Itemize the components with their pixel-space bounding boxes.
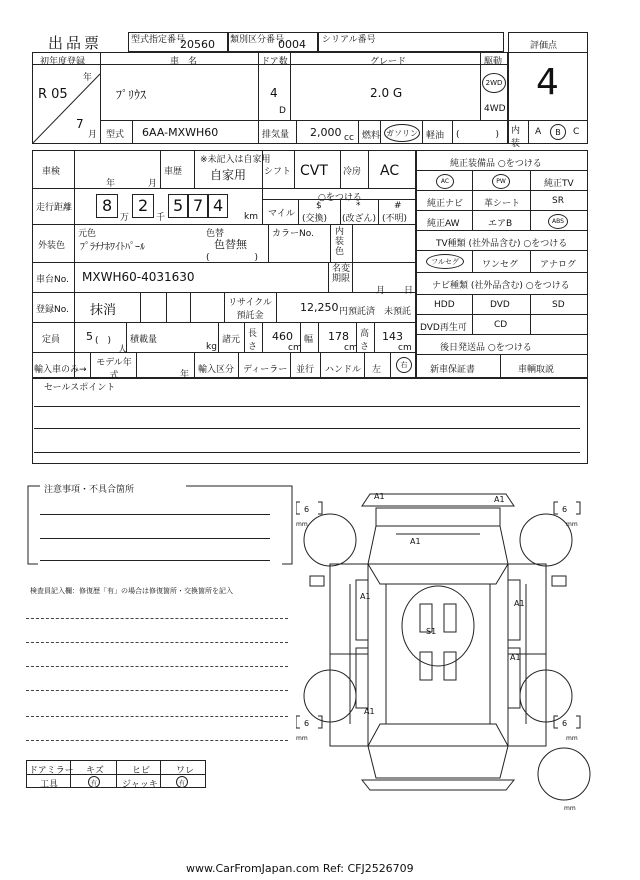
- damage-mark-front-bumper: A1: [374, 492, 385, 501]
- sheet-title: 出品票: [48, 34, 103, 52]
- first-reg-label: 初年度登録: [40, 57, 86, 67]
- navi-dvd-playback: DVD再生可: [420, 323, 467, 333]
- recycle-unit: 円預託済: [339, 307, 376, 317]
- capacity-label: 定員: [42, 335, 61, 345]
- fuel-label: 燃料: [362, 131, 381, 141]
- handle-right-circled: 右: [396, 357, 412, 373]
- footer-watermark: www.CarFromJapan.com Ref: CFJ2526709: [186, 862, 414, 875]
- sen-unit: 千: [156, 213, 166, 223]
- damage-mark-front-right: A1: [494, 495, 505, 504]
- equip-leather: 革シート: [484, 199, 521, 209]
- doors-label: ドア数: [261, 57, 288, 67]
- shift-label: シフト: [264, 167, 292, 177]
- damage-mark-right-front-door: A1: [514, 599, 525, 608]
- model-designation-value: 20560: [180, 38, 215, 51]
- circle-note: ○をつける: [318, 193, 362, 203]
- mileage-digit-3: 5: [173, 196, 184, 215]
- drive-2wd-circled: 2WD: [482, 73, 506, 93]
- tampered-label: (改ざん): [342, 214, 377, 224]
- mileage-digit-5: 4: [213, 196, 224, 215]
- dollar-mark: $: [316, 201, 322, 211]
- model-year-label: モデル年式: [96, 358, 132, 381]
- history-label: 車歴: [164, 167, 183, 177]
- load-label: 積載量: [130, 335, 158, 345]
- equipment-title: 純正装備品 ○をつける: [450, 159, 542, 169]
- tire-gauge-fl: 6: [304, 505, 310, 514]
- doors-value: 4: [270, 86, 278, 100]
- import-type-label: 輸入区分: [198, 365, 235, 375]
- tire-gauge-rr: 6: [562, 719, 568, 728]
- mile-label: マイル: [268, 209, 295, 219]
- month-unit: 月: [88, 130, 98, 140]
- tools-header-mirror: ドアミラー: [29, 766, 74, 776]
- jack-circled: 有: [176, 776, 188, 788]
- height-value: 143: [382, 330, 403, 343]
- original-color-value: ﾌﾟﾗﾁﾅﾎﾜｲﾄﾊﾟｰﾙ: [80, 242, 145, 253]
- name-change-label: 名変期限: [332, 264, 351, 284]
- shaken-label: 車検: [42, 167, 61, 177]
- reg-label: 登録No.: [36, 305, 69, 315]
- shaken-month-unit: 月: [148, 179, 158, 189]
- year-unit: 年: [83, 73, 93, 83]
- model-designation-label: 型式指定番号: [131, 35, 186, 45]
- handle-left: 左: [372, 365, 382, 375]
- tool-label: 工具: [40, 780, 59, 790]
- name-change-day: 日: [404, 286, 414, 296]
- star-mark: *: [356, 201, 361, 211]
- later-warranty: 新車保証書: [430, 365, 476, 375]
- model-year-unit: 年: [180, 370, 190, 380]
- reg-value: 抹消: [90, 303, 117, 318]
- color-number-label: カラーNo.: [272, 229, 314, 239]
- length-label: 長さ: [248, 329, 258, 352]
- mileage-digit-4: 7: [193, 196, 204, 215]
- diesel-label: 軽油: [426, 131, 445, 141]
- navi-sd: SD: [552, 300, 565, 310]
- damage-mark-left-front-door: A1: [360, 592, 371, 601]
- capacity-unit: 人: [118, 345, 128, 355]
- rating-value: 4: [536, 62, 559, 103]
- displacement-value: 2,000: [310, 126, 342, 139]
- displacement-label: 排気量: [262, 130, 290, 140]
- inspector-label: 検査員記入欄：修復歴「有」の場合は修復箇所・交換箇所を記入: [30, 587, 233, 595]
- exterior-label: 外装色: [38, 241, 66, 251]
- car-damage-diagram: [296, 484, 596, 814]
- tv-analog: アナログ: [540, 260, 577, 270]
- interior-b-circled: B: [550, 124, 566, 140]
- tire-mm-fr: mm: [566, 521, 578, 528]
- category-value: 0004: [278, 38, 306, 51]
- equip-airbag: エアB: [488, 219, 513, 229]
- original-color-label: 元色: [78, 229, 97, 239]
- grade-value: 2.0 G: [370, 86, 403, 100]
- tools-header-scratch: キズ: [86, 766, 104, 776]
- sales-point-label: セールスポイント: [44, 383, 116, 393]
- length-value: 460: [272, 330, 293, 343]
- equip-abs-circled: ABS: [548, 214, 568, 229]
- tire-gauge-fr: 6: [562, 505, 568, 514]
- hash-mark: #: [394, 201, 402, 211]
- door-type: D: [279, 106, 286, 116]
- kg-unit: kg: [206, 342, 217, 352]
- caution-label: 注意事項・不具合箇所: [44, 485, 135, 495]
- chassis-value: MXWH60-4031630: [82, 270, 195, 284]
- man-unit: 万: [120, 213, 130, 223]
- length-cm: cm: [288, 343, 302, 353]
- exchange-label: (交換): [302, 214, 328, 224]
- dealer-option: ディーラー: [243, 365, 288, 375]
- color-change-label: 色替: [206, 229, 225, 239]
- tire-mm-fl: mm: [296, 521, 308, 528]
- navi-cd: CD: [494, 320, 508, 330]
- equip-pw-circled: PW: [492, 174, 510, 189]
- category-label: 類別区分番号: [230, 35, 285, 45]
- later-title: 後日発送品 ○をつける: [440, 343, 532, 353]
- tools-header-crack: ヒビ: [132, 766, 151, 776]
- damage-mark-hood: A1: [410, 537, 421, 546]
- tools-header-break: ワレ: [176, 766, 195, 776]
- mileage-label: 走行距離: [36, 203, 73, 213]
- width-label: 幅: [304, 335, 314, 345]
- tire-mm-rl: mm: [296, 735, 308, 742]
- first-reg-divider: [32, 64, 100, 144]
- ac-value: AC: [380, 163, 400, 179]
- drive-label: 駆動: [484, 57, 503, 67]
- unknown-label: (不明): [382, 214, 408, 224]
- cc-unit: cc: [344, 133, 354, 143]
- spare-mm: mm: [564, 805, 576, 812]
- tire-mm-rr: mm: [566, 735, 578, 742]
- height-cm: cm: [398, 343, 412, 353]
- equip-aw: 純正AW: [427, 219, 460, 229]
- first-reg-month: 7: [76, 117, 84, 131]
- tool-circled: 有: [88, 776, 100, 788]
- damage-mark-left-rear: A1: [364, 707, 375, 716]
- use-note: ※未記入は自家用: [200, 155, 271, 165]
- capacity-value: 5: [86, 330, 93, 343]
- mileage-digit-1: 8: [102, 196, 113, 215]
- diesel-paren: ( ): [456, 130, 500, 140]
- rating-label: 評価点: [530, 41, 558, 51]
- height-label: 高さ: [360, 329, 370, 352]
- tv-oneseg: ワンセグ: [482, 260, 519, 270]
- interior-color-label: 内装色: [335, 227, 345, 257]
- car-name-label: 車 名: [170, 57, 198, 67]
- navi-title: ナビ種類 (社外品含む) ○をつける: [432, 281, 570, 291]
- navi-dvd: DVD: [490, 300, 510, 310]
- color-change-value: 色替無: [214, 238, 247, 251]
- car-name-value: ﾌﾟﾘｳｽ: [116, 88, 147, 102]
- shaken-year-unit: 年: [106, 179, 116, 189]
- model-value: 6AA-MXWH60: [142, 126, 219, 139]
- interior-c: C: [573, 127, 580, 137]
- navi-hdd: HDD: [434, 300, 455, 310]
- not-deposited: 未預託: [384, 307, 412, 317]
- equip-tv: 純正TV: [544, 179, 574, 189]
- caution-bracket: [26, 484, 294, 566]
- tv-fullseg-circled: フルセグ: [426, 254, 464, 269]
- shift-value: CVT: [300, 163, 328, 179]
- parallel-option: 並行: [296, 365, 315, 375]
- width-value: 178: [328, 330, 349, 343]
- serial-label: シリアル番号: [322, 35, 376, 45]
- import-label: 輸入車のみ→: [34, 365, 87, 375]
- recycle-label: リサイクル預託金: [228, 298, 272, 321]
- later-manual: 車輌取説: [518, 365, 555, 375]
- capacity-paren: ( ): [95, 336, 112, 346]
- width-cm: cm: [344, 343, 358, 353]
- tv-title: TV種類 (社外品含む) ○をつける: [436, 239, 568, 249]
- color-paren: ( ): [206, 253, 259, 263]
- recycle-value: 12,250: [300, 301, 339, 314]
- mileage-digit-2: 2: [138, 196, 149, 215]
- damage-mark-right-rear: A1: [510, 653, 521, 662]
- grade-label: グレード: [370, 57, 407, 67]
- equip-sr: SR: [552, 196, 564, 206]
- name-change-month: 月: [376, 286, 386, 296]
- chassis-label: 車台No.: [36, 275, 69, 285]
- fuel-gasoline-circled: ガソリン: [384, 124, 420, 142]
- interior-a: A: [535, 127, 542, 137]
- damage-mark-roof: S1: [426, 627, 437, 636]
- equip-navi: 純正ナビ: [427, 199, 464, 209]
- drive-4wd: 4WD: [484, 104, 506, 114]
- interior-label: 内装: [511, 126, 521, 149]
- model-label: 型式: [106, 130, 125, 140]
- handle-label: ハンドル: [325, 365, 362, 375]
- dim-label: 諸元: [222, 335, 241, 345]
- use-value: 自家用: [210, 168, 247, 182]
- first-reg-era: R 05: [38, 87, 68, 102]
- ac-label: 冷房: [343, 167, 362, 177]
- equip-ac-circled: AC: [436, 174, 454, 189]
- km-unit: km: [244, 212, 258, 222]
- tire-gauge-rl: 6: [304, 719, 310, 728]
- jack-label: ジャッキ: [122, 780, 158, 790]
